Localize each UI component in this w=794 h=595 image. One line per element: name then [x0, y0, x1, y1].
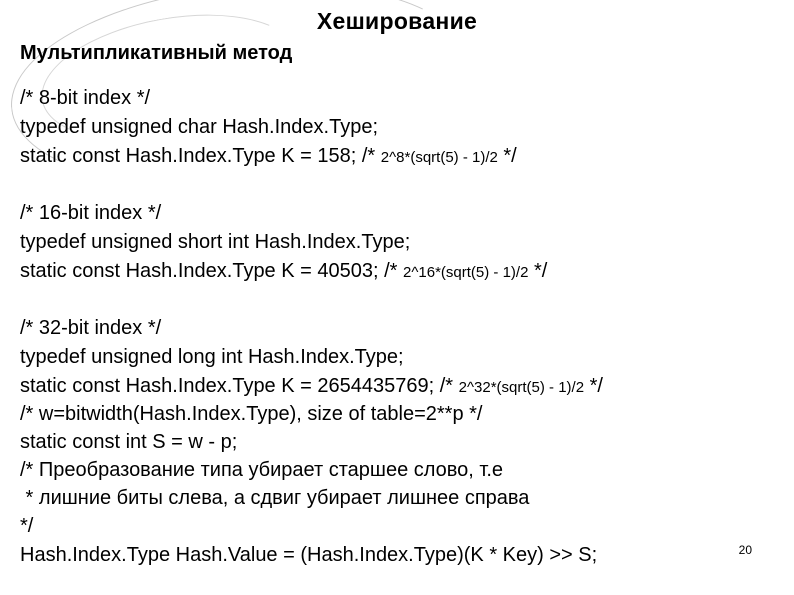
comment-close: */: [497, 145, 517, 167]
code-line-comment-2: * лишние биты слева, а сдвиг убирает лишнее справа: [20, 487, 530, 509]
code-line-32bit-const: [20, 374, 603, 400]
page-number: 20: [738, 543, 752, 557]
code-line-bitwidth-comment: /* w=bitwidth(Hash.Index.Type), size of table=2**p */: [20, 403, 483, 425]
code-line-32bit-typedef: typedef unsigned long int Hash.Index.Type;: [20, 346, 404, 368]
const-prefix: static const Hash.Index.Type K = 158; /*: [20, 145, 381, 167]
code-line-16bit-const: [20, 259, 547, 285]
comment-close: */: [528, 260, 548, 282]
code-line-8bit-typedef: typedef unsigned char Hash.Index.Type;: [20, 116, 379, 138]
code-line-comment-1: /* Преобразование типа убирает старшее слово, т.е: [20, 459, 504, 481]
formula-comment: 2^8*(sqrt(5) - 1)/2: [380, 149, 498, 166]
code-line-8bit-comment: /* 8-bit index */: [20, 87, 151, 109]
const-prefix: static const Hash.Index.Type K = 2654435769; /*: [20, 375, 459, 397]
code-line-32bit-comment: /* 32-bit index */: [20, 317, 162, 339]
code-line-16bit-typedef: typedef unsigned short int Hash.Index.Type;: [20, 231, 411, 253]
code-line-comment-3: */: [20, 515, 34, 537]
code-line-16bit-comment: /* 16-bit index */: [20, 202, 162, 224]
code-line-hash-value: Hash.Index.Type Hash.Value = (Hash.Index.Type)(K * Key) >> S;: [20, 544, 598, 566]
formula-comment: 2^16*(sqrt(5) - 1)/2: [403, 264, 529, 281]
code-line-shift-const: static const int S = w - p;: [20, 431, 238, 453]
slide-subtitle: Мультипликативный метод: [20, 42, 293, 64]
comment-close: */: [584, 375, 603, 397]
const-prefix: static const Hash.Index.Type K = 40503; /*: [20, 260, 403, 282]
code-line-8bit-const: [20, 144, 517, 170]
slide-title: Хеширование: [316, 8, 478, 34]
formula-comment: 2^32*(sqrt(5) - 1)/2: [458, 379, 585, 396]
